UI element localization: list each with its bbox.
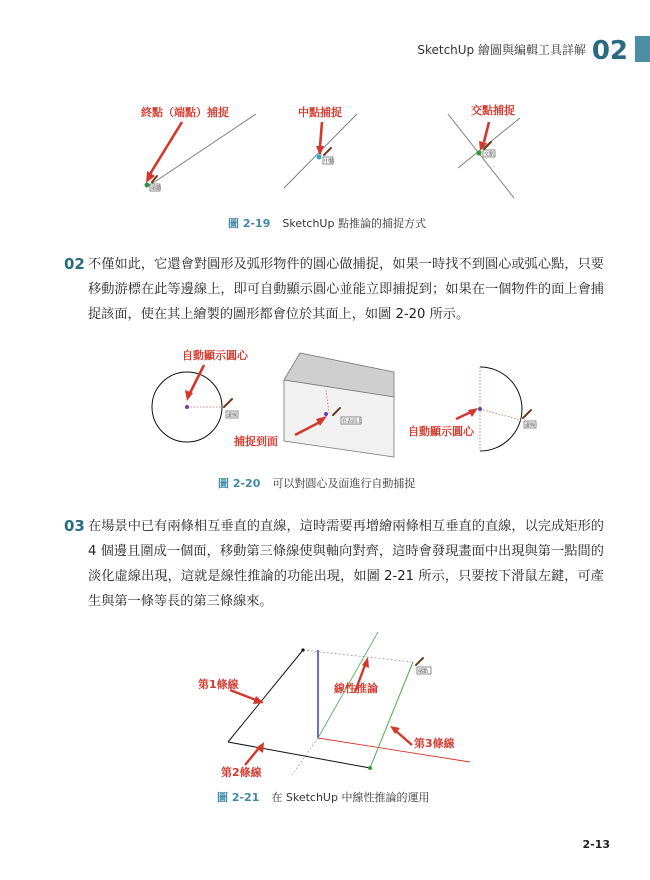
endpoint-tag	[150, 184, 161, 192]
arc-center-diagram	[408, 367, 536, 451]
svg-text:邊線: 邊線	[227, 412, 238, 419]
figure-2-20	[0, 345, 650, 465]
midpoint-snap-diagram	[284, 105, 357, 188]
figure-2-20-caption	[218, 475, 415, 491]
figure-number: 圖 2-21	[217, 791, 260, 804]
step-number: 03	[64, 517, 85, 535]
step-02	[64, 252, 604, 327]
circle-center-label: 自動顯示圓心	[182, 349, 248, 362]
first-line-label: 第1條線	[198, 678, 239, 691]
step-number: 02	[64, 255, 85, 273]
arc-tag	[524, 421, 536, 429]
inference-dashed-line	[303, 650, 413, 662]
figure-caption-text: 在 SketchUp 中線性推論的運用	[271, 791, 430, 804]
second-line-label: 第2條線	[221, 766, 262, 779]
step-text: 在場景中已有兩條相互垂直的直線，這時需要再增繪兩條相互垂直的直線，以完成矩形的 4 個邊且圍成一個面，移動第三條線使與軸向對齊，這時會發現畫面中出現與第一點間的淡化虛線出現，這就是線性推論的功能出現，如圖 2-21 所示，只要按下滑鼠左鍵，可產生與第一條等長的第三條線來。	[88, 519, 604, 609]
circle-tag	[226, 411, 238, 419]
intersection-snap-label: 交點捕捉	[471, 104, 515, 117]
figure-2-21	[0, 630, 650, 790]
endpoint-snap-label: 終點（端點）捕捉	[141, 106, 229, 119]
figure-number: 圖 2-20	[218, 477, 261, 490]
svg-text:邊線: 邊線	[525, 422, 536, 429]
figure-number: 圖 2-19	[228, 217, 271, 230]
third-line-label: 第3條線	[414, 737, 455, 750]
chapter-number: 02	[591, 36, 628, 66]
midpoint-tag	[323, 157, 334, 165]
svg-text:端點: 端點	[418, 668, 429, 675]
header-title: SketchUp 繪圖與編輯工具詳解	[417, 43, 586, 57]
endpoint-tag-2	[417, 667, 431, 675]
on-face-label: 捕捉到面	[234, 435, 278, 448]
svg-text:中點: 中點	[324, 158, 335, 165]
svg-text:端點: 端點	[151, 185, 162, 192]
circle-center-diagram	[152, 348, 249, 442]
intersection-tag	[483, 150, 495, 158]
figure-caption-text: SketchUp 點推論的捕捉方式	[282, 217, 426, 230]
face-tag	[341, 417, 362, 425]
figure-2-21-caption	[217, 789, 429, 805]
figure-caption-text: 可以對圓心及面進行自動捕捉	[272, 477, 416, 490]
page-header	[0, 36, 650, 66]
arc-center-label: 自動顯示圓心	[408, 425, 474, 438]
svg-text:在表面上: 在表面上	[342, 418, 363, 425]
midpoint-snap-label: 中點捕捉	[298, 106, 342, 119]
step-text: 不僅如此，它還會對圓形及弧形物件的圓心做捕捉，如果一時找不到圓心或弧心點，只要移動游標在此等邊線上，即可自動顯示圓心並能立即捕捉到；如果在一個物件的面上會捕捉該面，使在其上繪製的圖形都會位於其面上，如圖 2-20 所示。	[88, 257, 604, 322]
endpoint-snap-diagram	[140, 105, 256, 192]
page-number: 2-13	[582, 838, 610, 851]
box-face-diagram	[233, 353, 394, 457]
chapter-tab	[635, 36, 650, 62]
svg-text:交點: 交點	[484, 151, 495, 158]
linear-inference-label: 線性推論	[334, 682, 378, 695]
intersection-snap-diagram	[448, 103, 520, 198]
second-line	[228, 742, 370, 768]
figure-2-19-caption	[228, 215, 426, 231]
figure-2-19	[0, 100, 650, 210]
step-03	[64, 514, 604, 614]
first-line	[228, 650, 303, 742]
